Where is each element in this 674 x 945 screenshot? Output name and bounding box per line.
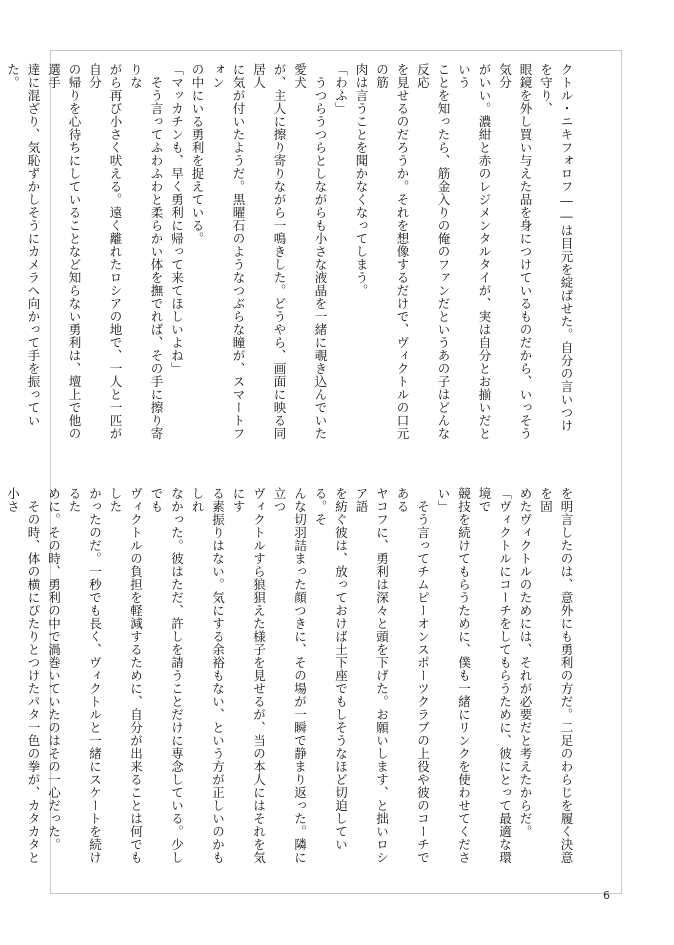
text-line: の帰りを心待ちにしていることなど知らない勇利は、壇上で他の選手 <box>46 63 82 440</box>
text-line: なかった。彼はただ、許しを請うことだけに専念している。少しでも <box>149 487 185 864</box>
text-line: うつらうつらとしながらも小さな液晶を一緒に覗き込んでいた愛犬 <box>292 63 328 440</box>
text-line: がら再び小さく吠える。遠く離れたロシアの地で、一人と一匹が自分 <box>87 63 123 440</box>
text-line: めたヴィクトルのためには、それが必要だと考えたからだ。 <box>518 487 533 838</box>
text-block-top <box>5 63 576 443</box>
text-line: に気が付いたようだ。黒曜石のようなつぶらな瞳が、スマートフォン <box>210 63 246 440</box>
text-line: 眼鏡を外し買い与えた品を身につけているものだから、いっそう気分 <box>497 63 533 440</box>
text-line: る素振りはない。気にする余裕もない、という方が正しいのかもしれ <box>190 487 226 864</box>
text-line: の中にいる勇利を捉えている。 <box>190 63 205 245</box>
text-line: が、主人に擦り寄りながら一鳴きした。どうやら、画面に映る同居人 <box>251 63 287 440</box>
text-line: そう言ってチムピーオンスポーツクラブの上役や彼のコーチである <box>395 487 431 864</box>
text-line: んな切羽詰まった顔つきに、その場が一瞬で静まり返った。隣に立つ <box>272 487 308 864</box>
text-line: がいい。濃紺と赤のレジメンタルタイが、実は自分とお揃いだという <box>456 63 492 440</box>
text-line: を紡ぐ彼は、放っておけば土下座でもしそうなほど切迫している。そ <box>313 487 349 851</box>
page-number: 6 <box>603 889 610 902</box>
text-line: ヴィクトルすら狼狽えた様子を見せるが、当の本人にはそれを気にす <box>231 487 267 864</box>
text-line <box>0 487 2 867</box>
text-line: めに。その時、勇利の中で渦巻いていたのはその一心だった。 <box>46 487 62 851</box>
text-line <box>0 63 2 443</box>
text-line: 競技を続けてもらうために、僕も一緒にリンクを使わせてください」 <box>436 487 472 864</box>
text-line: その時、体の横にぴたりとつけたパタ一色の拳が、カタカタと小さ <box>5 487 41 864</box>
text-line: ヤコフに、勇利は深々と頭を下げた。お願いします、と拙いロシア語 <box>354 487 390 864</box>
text-line: かったのだ。一秒でも長く、ヴィクトルと一緒にスケートを続けるた <box>67 487 103 864</box>
text-line: ことを知ったら、筋金入りの俺のファンだというあの子はどんな反応 <box>415 63 451 440</box>
text-block-bottom <box>5 487 576 867</box>
text-line: 「わふ」 <box>333 63 349 115</box>
text-line: そう言ってふわふわと柔らかい体を撫でれば、その手に擦り寄りな <box>128 63 164 440</box>
text-line: クトル・ニキフォロフ――は目元を綻ばせた。自分の言いつけを守り、 <box>538 63 574 432</box>
text-line: 肉は言うことを聞かなくなってしまう。 <box>354 63 369 297</box>
text-line: 「マッカチンも、早く勇利に帰って来てほしいよね」 <box>169 63 185 375</box>
text-line: 「ヴィクトルにコーチをしてもらうために、彼にとって最適な環境で <box>477 487 513 864</box>
text-line: を見せるのだろうか。それを想像するだけで、ヴィクトルの口元の筋 <box>374 63 410 440</box>
text-line: を明言したのは、意外にも勇利の方だ。二足のわらじを履く決意を固 <box>538 487 574 864</box>
text-line: ヴィクトルの負担を軽減するために、自分が出来ることは何でもした <box>108 487 144 864</box>
text-line: 達に混ざり、気恥ずかしそうにカメラへ向かって手を振っていた。 <box>5 63 41 427</box>
